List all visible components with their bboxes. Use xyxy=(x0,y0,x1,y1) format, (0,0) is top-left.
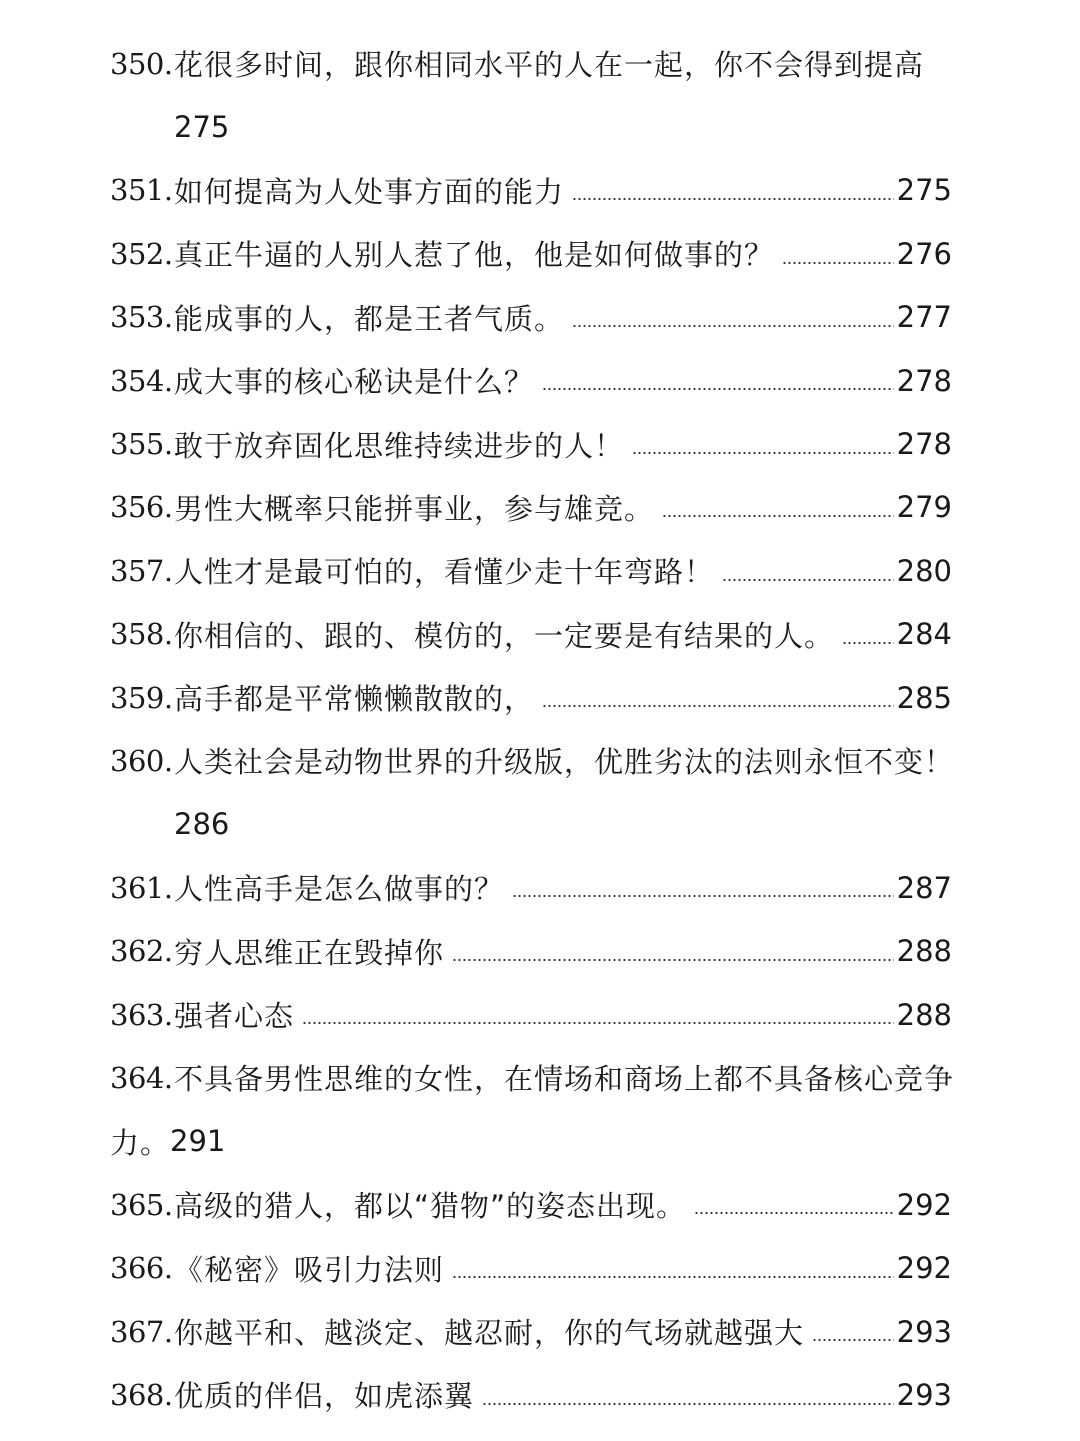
dot-leader xyxy=(452,958,894,962)
entry-number: 360. xyxy=(110,743,173,778)
toc-entry-364[interactable] xyxy=(110,1046,955,1109)
entry-page: 277 xyxy=(896,300,952,335)
entry-page: 284 xyxy=(896,617,952,652)
entry-number: 363. xyxy=(110,997,173,1032)
toc-entry-361[interactable] xyxy=(110,856,952,919)
toc-entry-365[interactable] xyxy=(110,1173,952,1236)
dot-leader xyxy=(782,261,894,265)
entry-number: 361. xyxy=(110,870,173,905)
entry-title: 人性高手是怎么做事的？ xyxy=(174,872,505,907)
dot-leader xyxy=(482,1402,894,1406)
entry-page: 293 xyxy=(896,1377,952,1412)
entry-number: 357. xyxy=(110,553,173,588)
entry-title: 真正牛逼的人别人惹了他，他是如何做事的？ xyxy=(174,238,775,273)
toc-entry-354[interactable] xyxy=(110,349,952,412)
entry-title: 你相信的、跟的、模仿的，一定要是有结果的人。 xyxy=(174,618,835,653)
dot-leader xyxy=(572,197,894,201)
toc-entry-359[interactable] xyxy=(110,666,952,729)
entry-page: 278 xyxy=(896,427,952,462)
entry-page: 292 xyxy=(896,1187,952,1222)
entry-number: 366. xyxy=(110,1251,173,1286)
entry-page: 285 xyxy=(896,680,952,715)
entry-number: 365. xyxy=(110,1187,173,1222)
entry-number: 354. xyxy=(110,363,173,398)
dot-leader xyxy=(542,704,894,708)
toc-entry-358[interactable] xyxy=(110,603,952,666)
toc-entry-357[interactable] xyxy=(110,539,952,602)
table-of-contents xyxy=(110,32,955,1427)
entry-number: 353. xyxy=(110,300,173,335)
toc-entry-352[interactable] xyxy=(110,222,952,285)
entry-page: 275 xyxy=(174,110,230,145)
entry-page: 276 xyxy=(896,236,952,271)
toc-entry-350-continuation xyxy=(110,95,952,158)
entry-title: 能成事的人，都是王者气质。 xyxy=(174,301,565,336)
entry-title: 优质的伴侣，如虎添翼 xyxy=(174,1379,475,1414)
toc-entry-366[interactable] xyxy=(110,1236,952,1299)
entry-number: 367. xyxy=(110,1314,173,1349)
entry-page: 286 xyxy=(174,807,230,842)
entry-title: 人性才是最可怕的，看懂少走十年弯路！ xyxy=(174,555,715,590)
entry-title: 穷人思维正在毁掉你 xyxy=(174,935,445,970)
entry-number: 355. xyxy=(110,427,173,462)
toc-entry-368[interactable] xyxy=(110,1363,952,1426)
toc-entry-367[interactable] xyxy=(110,1300,952,1363)
entry-page: 275 xyxy=(896,173,952,208)
entry-page: 287 xyxy=(896,870,952,905)
entry-number: 359. xyxy=(110,680,173,715)
entry-number: 351. xyxy=(110,173,173,208)
dot-leader xyxy=(572,324,894,328)
entry-title: 成大事的核心秘诀是什么？ xyxy=(174,365,535,400)
entry-title: 强者心态 xyxy=(174,999,295,1034)
dot-leader xyxy=(812,1338,894,1342)
entry-page: 291 xyxy=(170,1124,226,1159)
toc-entry-364-continuation xyxy=(110,1110,952,1173)
entry-title: 花很多时间，跟你相同水平的人在一起，你不会得到提高 xyxy=(174,48,925,83)
toc-entry-353[interactable] xyxy=(110,286,952,349)
entry-page: 288 xyxy=(896,934,952,969)
toc-entry-351[interactable] xyxy=(110,159,952,222)
entry-page: 278 xyxy=(896,363,952,398)
entry-title: 你越平和、越淡定、越忍耐，你的气场就越强大 xyxy=(174,1316,805,1350)
entry-page: 279 xyxy=(896,490,952,525)
toc-entry-355[interactable] xyxy=(110,412,952,475)
dot-leader xyxy=(302,1021,894,1025)
entry-page: 288 xyxy=(896,997,952,1032)
entry-title-tail: 力。 xyxy=(110,1125,171,1160)
dot-leader xyxy=(694,1211,894,1215)
toc-entry-356[interactable] xyxy=(110,476,952,539)
dot-leader xyxy=(542,387,894,391)
toc-entry-360[interactable] xyxy=(110,729,955,792)
entry-page: 293 xyxy=(896,1314,952,1349)
entry-number: 368. xyxy=(110,1377,173,1412)
dot-leader xyxy=(842,641,894,645)
toc-entry-362[interactable] xyxy=(110,919,952,982)
dot-leader xyxy=(722,578,894,582)
entry-title: 人类社会是动物世界的升级版，优胜劣汰的法则永恒不变！ xyxy=(174,745,955,780)
dot-leader xyxy=(452,1275,894,1279)
toc-entry-363[interactable] xyxy=(110,983,952,1046)
toc-entry-350[interactable] xyxy=(110,32,952,95)
entry-title: 《秘密》吸引力法则 xyxy=(174,1252,445,1287)
dot-leader xyxy=(632,451,894,455)
entry-number: 352. xyxy=(110,236,173,271)
entry-number: 350. xyxy=(110,46,173,81)
entry-title: 不具备男性思维的女性，在情场和商场上都不具备核心竞争 xyxy=(174,1062,955,1097)
dot-leader xyxy=(662,514,894,518)
entry-number: 356. xyxy=(110,490,173,525)
entry-title: 如何提高为人处事方面的能力 xyxy=(174,174,565,209)
entry-number: 358. xyxy=(110,617,173,652)
toc-entry-360-continuation xyxy=(110,793,952,856)
entry-title: 敢于放弃固化思维持续进步的人！ xyxy=(174,428,625,463)
entry-title: 高级的猎人，都以“猎物”的姿态出现。 xyxy=(174,1189,687,1224)
dot-leader xyxy=(512,894,894,898)
entry-title: 高手都是平常懒懒散散的， xyxy=(174,682,535,717)
entry-page: 292 xyxy=(896,1251,952,1286)
entry-number: 364. xyxy=(110,1060,173,1095)
entry-title: 男性大概率只能拼事业，参与雄竞。 xyxy=(174,491,655,526)
entry-number: 362. xyxy=(110,934,173,969)
entry-page: 280 xyxy=(896,553,952,588)
